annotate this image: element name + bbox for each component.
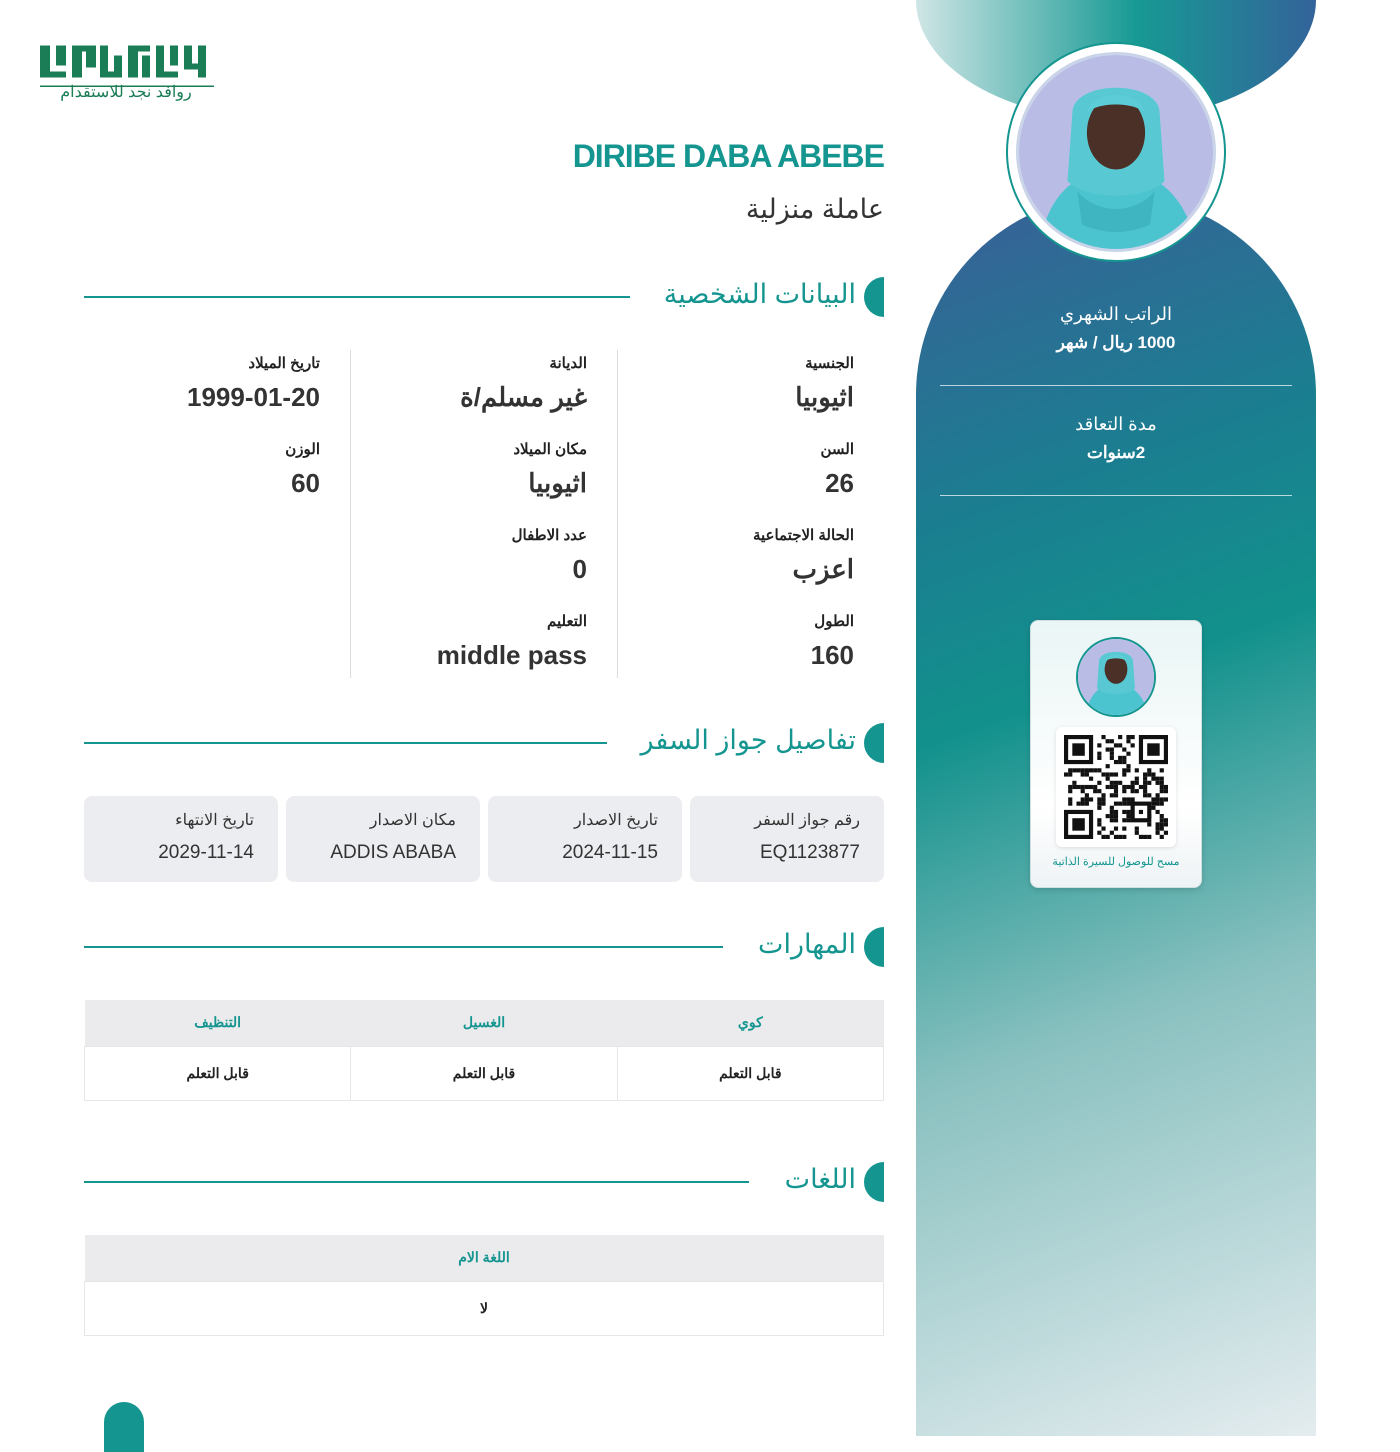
field-value: اعزب xyxy=(792,554,854,584)
table-row xyxy=(85,1281,884,1335)
field-value: 160 xyxy=(810,640,854,670)
field-value: middle pass xyxy=(436,640,587,670)
personal-column xyxy=(85,350,351,678)
field-label: تاريخ الميلاد xyxy=(248,355,320,372)
field-label: مكان الاصدار xyxy=(369,812,456,829)
field-label: رقم جواز السفر xyxy=(754,812,860,829)
salary-field xyxy=(940,304,1292,353)
worker-name: DIRIBE DABA ABEBE xyxy=(572,138,884,174)
field-label: السن xyxy=(820,441,854,458)
skills-table xyxy=(84,1000,884,1101)
section-marker xyxy=(864,723,884,763)
field-label: التعليم xyxy=(547,613,587,630)
side-divider xyxy=(940,385,1292,386)
birthplace-field xyxy=(513,440,587,499)
contract-label: مدة التعاقد xyxy=(1075,414,1157,434)
section-marker xyxy=(864,927,884,967)
field-label: الطول xyxy=(814,613,854,630)
field-value: اثيوبيا xyxy=(795,382,854,412)
qr-card[interactable] xyxy=(1030,620,1202,888)
field-label: تاريخ الانتهاء xyxy=(175,812,254,829)
company-name: روافد نجد للاستقدام xyxy=(60,84,192,101)
education-field xyxy=(437,612,587,671)
field-value: 1999-01-20 xyxy=(187,382,320,412)
skill-level: قابل التعلم xyxy=(617,1046,883,1100)
section-title: البيانات الشخصية xyxy=(663,279,856,309)
passport-details xyxy=(84,796,884,882)
section-rule xyxy=(84,742,607,744)
field-label: تاريخ الاصدار xyxy=(573,812,658,829)
religion-field xyxy=(460,354,587,413)
birthdate-field xyxy=(187,354,320,413)
qr-code-icon xyxy=(1064,735,1168,839)
field-value: 0 xyxy=(572,554,587,584)
section-rule xyxy=(84,296,630,298)
section-title: المهارات xyxy=(758,929,856,959)
section-title: تفاصيل جواز السفر xyxy=(640,725,856,755)
nationality-field xyxy=(795,354,854,413)
languages-table xyxy=(84,1235,884,1336)
profile-photo xyxy=(1016,52,1216,252)
field-value: اثيوبيا xyxy=(528,468,587,498)
section-languages-heading xyxy=(84,1162,884,1202)
side-divider xyxy=(940,495,1292,496)
qr-card-photo xyxy=(1076,637,1156,717)
section-marker xyxy=(864,1162,884,1202)
field-value: 2024-11-15 xyxy=(562,842,658,863)
skill-level: قابل التعلم xyxy=(85,1046,351,1100)
salary-value: 1000 ريال / شهر xyxy=(1056,333,1176,352)
field-label: عدد الاطفال xyxy=(511,527,587,544)
passport-issue-place-card xyxy=(286,796,480,882)
contract-field xyxy=(940,414,1292,463)
contract-value: 2سنوات xyxy=(1086,443,1146,462)
height-field xyxy=(811,612,854,671)
job-title: عاملة منزلية xyxy=(745,194,884,224)
portrait-image xyxy=(1078,639,1154,715)
qr-code[interactable] xyxy=(1056,727,1176,847)
field-label: مكان الميلاد xyxy=(513,441,587,458)
age-field xyxy=(820,440,854,499)
skill-header: التنظيف xyxy=(85,1000,351,1046)
section-rule xyxy=(84,1181,749,1183)
language-header: اللغة الام xyxy=(85,1235,884,1281)
field-label: الوزن xyxy=(285,441,320,458)
field-value: 26 xyxy=(825,468,854,498)
field-value: EQ1123877 xyxy=(759,842,860,863)
field-value: 2029-11-14 xyxy=(158,842,254,863)
personal-column xyxy=(352,350,618,678)
section-personal-heading xyxy=(84,277,884,317)
skill-level: قابل التعلم xyxy=(351,1046,617,1100)
skill-header: كوي xyxy=(617,1000,883,1046)
portrait-image xyxy=(1019,55,1213,249)
section-skills-heading xyxy=(84,927,884,967)
section-marker xyxy=(864,277,884,317)
qr-caption: مسح للوصول للسيرة الذاتية xyxy=(1052,856,1180,868)
field-value: 60 xyxy=(291,468,320,498)
salary-label: الراتب الشهري xyxy=(1060,304,1172,324)
section-passport-heading xyxy=(84,723,884,763)
field-label: الحالة الاجتماعية xyxy=(752,527,854,544)
field-label: الديانة xyxy=(549,355,587,372)
personal-data-grid xyxy=(84,350,884,678)
section-rule xyxy=(84,946,723,948)
children-field xyxy=(512,526,587,585)
field-value: ADDIS ABABA xyxy=(330,842,456,863)
passport-issue-date-card xyxy=(488,796,682,882)
field-value: غير مسلم/ة xyxy=(460,382,587,412)
skill-header: الغسيل xyxy=(351,1000,617,1046)
language-value: لا xyxy=(85,1281,884,1335)
personal-column xyxy=(618,350,884,678)
marital-status-field xyxy=(753,526,854,585)
passport-expiry-card xyxy=(84,796,278,882)
field-label: الجنسية xyxy=(805,355,854,372)
table-row xyxy=(85,1046,884,1100)
passport-number-card xyxy=(690,796,884,882)
section-title: اللغات xyxy=(784,1164,856,1194)
footer-marker xyxy=(104,1402,144,1452)
weight-field xyxy=(285,440,320,499)
